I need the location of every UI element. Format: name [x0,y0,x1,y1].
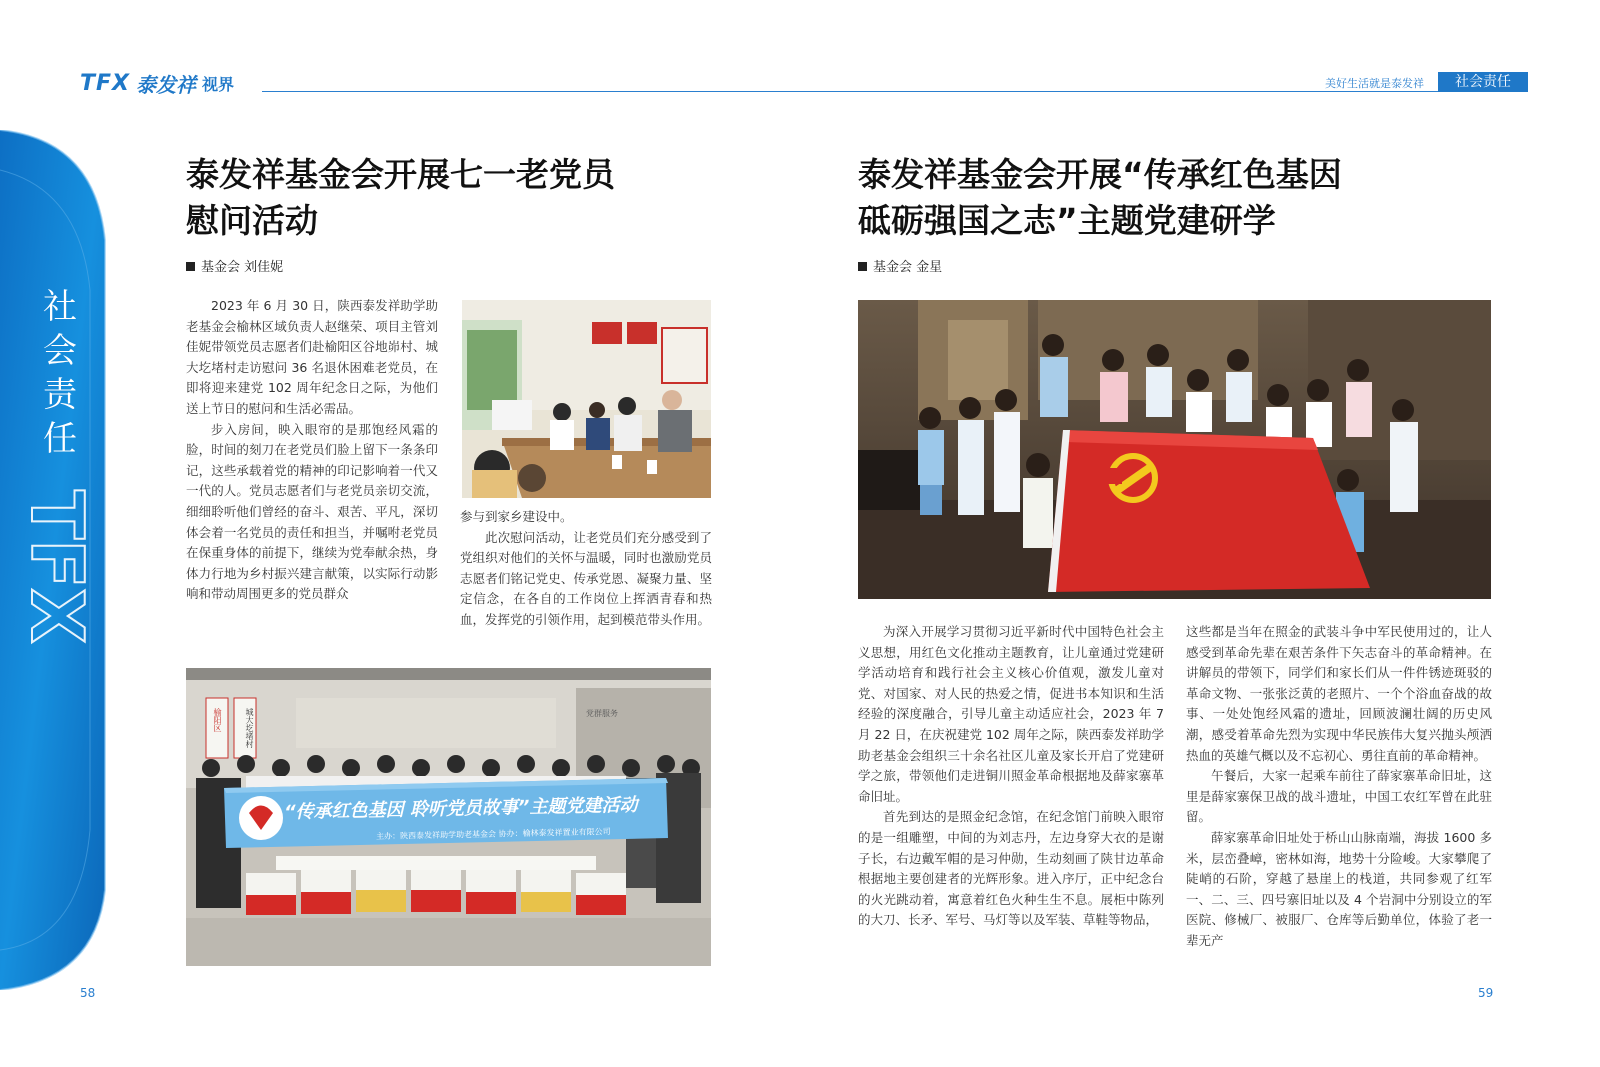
right-col2-paragraph-1: 这些都是当年在照金的武装斗争中军民使用过的，让人感受到革命先辈在艰苦条件下矢志奋斗的革命精神。在讲解员的带领下，同学们和家长们从一件件锈迹斑驳的革命文物、一张张泛黄的老照片、一个个浴血奋战的故事、一处处饱经风霜的遗址，回顾波澜壮阔的历史风潮，感受着革命先烈为实现中华民族伟大复兴抛头颅洒热血的英雄气概以及不忘初心、勇往直前的革命精神。 [1186,624,1492,763]
banner-small-text: 主办：陕西泰发祥助学助老基金会 协办：榆林泰发祥置业有限公司 [375,827,611,842]
right-article-col2 [1186,622,1492,952]
brand-logo [80,70,234,96]
header-slogan: 美好生活就是泰发祥 [1325,77,1424,90]
right-article-title [858,152,1498,244]
right-byline-text: 基金会 金星 [873,260,943,275]
right-col1-paragraph-2: 首先到达的是照金纪念馆，在纪念馆门前映入眼帘的是一组雕塑，中间的为刘志丹，左边身穿大衣的是谢子长，右边戴军帽的是习仲勋，生动刻画了陕甘边革命根据地主要创建者的光辉形象。进入序厅，正中纪念台的火光跳动着，寓意着红色火种生生不息。展柜中陈列的大刀、长矛、军号、马灯等以及军装、草鞋等物品， [858,809,1164,928]
logo-cn: 泰发祥 [136,72,196,97]
left-paragraph-2: 步入房间，映入眼帘的是那饱经风霜的脸，时间的刻刀在老党员们脸上留下一条条印记，这些承载着党的精神的印记影响着一代又一代的人。党员志愿者们与老党员亲切交流，细细聆听他们曾经的奋斗、艰苦、平凡，深切体会着一名党员的责任和担当，并嘱咐老党员在保重身体的前提下，继续为党奉献余热，身体力行地为乡村振兴建言献策，以实际行动影响和带动周围更多的党员群众 [186,421,438,602]
page-number-left: 58 [80,986,96,1000]
side-band-logo [15,490,102,644]
right-article-col1 [858,622,1164,931]
left-byline-text: 基金会 刘佳妮 [201,260,284,275]
photo-children-flag [858,300,1491,599]
right-byline [858,256,942,275]
right-title-line1: 泰发祥基金会开展“传承红色基因 [858,155,1342,194]
left-paragraph-1: 2023 年 6 月 30 日，陕西泰发祥助学助老基金会榆林区域负责人赵继荣、项目主管刘佳妮带领党员志愿者们赴榆阳区谷地峁村、城大圪堵村走访慰问 36 名退休困难老党员，在即将迎来建党 102 周年纪念日之际，为他们送上节日的慰问和生活必需品。 [186,298,438,416]
banner-main-text: “传承红色基因 聆听党员故事”主题党建活动 [283,794,638,823]
left-article-col1 [186,296,438,605]
side-band-text: 社会责任 [43,287,77,459]
left-byline [186,256,283,275]
logo-tfx: TFX [80,70,130,96]
byline-square-icon [858,262,867,271]
right-col2-paragraph-2: 午餐后，大家一起乘车前往了薛家寨革命旧址，这里是薛家寨保卫战的战斗遗址，中国工农红军曾在此驻留。 [1186,768,1492,825]
right-col1-paragraph-1: 为深入开展学习贯彻习近平新时代中国特色社会主义思想，用红色文化推动主题教育，让儿童通过党建研学活动培育和践行社会主义核心价值观，激发儿童对党、对国家、对人民的热爱之情，促进书本知识和生活经验的深度融合，引导儿童主动适应社会，2023 年 7 月 22 日，在庆祝建党 102 周年之际，陕西泰发祥助学助老基金会组织三十余名社区儿童及家长开启了党建研学之旅，带领他们走进铜川照金革命根据地及薛家寨革命旧址。 [858,624,1164,804]
page-number-right: 59 [1478,986,1494,1000]
section-tab: 社会责任 [1438,72,1528,92]
header-rule [262,91,1514,92]
left-article-title [186,152,706,244]
left-title-line1: 泰发祥基金会开展七一老党员 [186,155,615,194]
byline-square-icon [186,262,195,271]
left-col2-paragraph: 此次慰问活动，让老党员们充分感受到了党组织对他们的关怀与温暖，同时也激励党员志愿者们铭记党史、传承党恩、凝聚力量、坚定信念，在各自的工作岗位上挥洒青春和热血，发挥党的引领作用，起到模范带头作用。 [460,529,712,627]
right-title-line2: 砥砺强国之志”主题党建研学 [858,201,1276,240]
side-band-logo-text: TFX [15,490,99,644]
right-col2-paragraph-3: 薛家寨革命旧址处于桥山山脉南端，海拔 1600 多米，层峦叠嶂，密林如海，地势十分险峻。大家攀爬了陡峭的石阶，穿越了悬崖上的栈道，共同参观了红军一、二、三、四号寨旧址以及 4 个岩洞中分别设立的军医院、修械厂、被服厂、仓库等后勤单位，体验了老一辈无产 [1186,829,1492,948]
left-title-line2: 慰问活动 [186,201,318,240]
left-article-col2 [460,507,712,631]
left-col2-continue: 参与到家乡建设中。 [460,509,573,524]
sign-3: 党群服务 [586,709,618,718]
photo-group-banner [186,668,711,966]
sign-2: 城大圪堵村 [245,708,254,748]
logo-sub: 视界 [202,74,235,94]
sign-1: 榆阳区 [213,708,222,732]
photo-meeting-room [462,300,711,498]
